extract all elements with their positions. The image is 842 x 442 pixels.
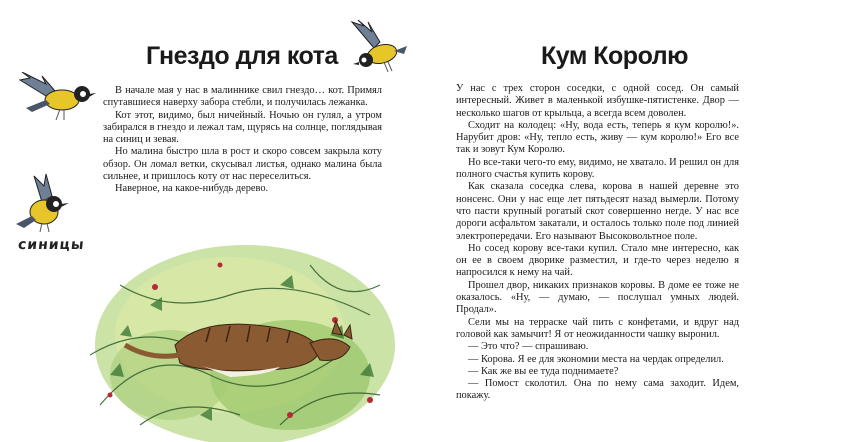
paragraph: У нас с трех сторон соседки, с одной сосед. Он самый интересный. Живет в маленькой избушке-пятистенке. Двор — несколько шагов от крыльца, а всегда всем доволен.: [456, 83, 739, 119]
paragraph: Как сказала соседка слева, корова в нашей деревне это нонсенс. Они у нас еще лет пятьдесят назад вымерли. Потому что пасти крупный рогатый скот совершенно негде. У нас все дороги асфальтом закатали, и осталось только поле под линией электропередачи. Его называют Высоковольтное поле.: [456, 181, 739, 242]
paragraph: Сели мы на терраске чай пить с конфетами, и вдруг над головой как замычит! Я от неожиданности чашку выронил.: [456, 316, 739, 340]
chapter-body: [103, 85, 382, 196]
paragraph: Прошел двор, никаких признаков коровы. В доме ее тоже не оказалось. «Ну, — думаю, — послушал умных людей. Продал».: [456, 279, 739, 316]
flying-tit-bird-illustration: [16, 72, 100, 122]
paragraph: Наверное, на какое-нибудь дерево.: [115, 183, 269, 195]
paragraph: Но все-таки чего-то ему, видимо, не хватало. И решил он для полного счастья купить корову.: [456, 156, 739, 181]
paragraph: Кот этот, видимо, был ничейный. Ночью он гулял, а утром забирался в гнездо и лежал там, щурясь на солнце, поглядывая на синиц и зевая.: [103, 109, 382, 146]
dialogue-line: — Это что? — спрашиваю.: [468, 341, 589, 353]
chapter-body: [456, 83, 739, 403]
dialogue-line: — Помост сколотил. Она по нему сама заходит. Идем, покажу.: [456, 378, 739, 402]
right-page: [421, 0, 842, 442]
cat-in-raspberry-nest-illustration: [80, 225, 400, 442]
chapter-title: Гнездо для кота: [146, 42, 338, 70]
paragraph: Но малина быстро шла в рост и скоро совсем закрыла коту обзор. Он ломал ветки, скусывал листья, однако малина была сильнее, и пришлось коту от нас переселиться.: [103, 146, 382, 183]
perched-tit-bird-illustration: [14, 172, 76, 234]
paragraph: Но сосед корову все-таки купил. Стало мне интересно, как он ее в своем дворике разместил, и где-то через неделю я напросился к нему на чай.: [456, 242, 739, 279]
illustration-caption: синицы: [17, 237, 86, 253]
paragraph: Сходит на колодец: «Ну, вода есть, теперь я кум королю!». Нарубит дров: «Ну, тепло есть, живу — кум королю!» Его все так и зовут Кум Королю.: [456, 119, 739, 156]
paragraph: В начале мая у нас в малиннике свил гнездо… кот. Примял спутавшиеся наверху забора стебли, и получилась лежанка.: [103, 85, 382, 109]
dialogue-line: — Корова. Я ее для экономии места на чердак определил.: [468, 353, 724, 365]
dialogue-line: — Как же вы ее туда поднимаете?: [468, 365, 619, 377]
chapter-title: Кум Королю: [541, 42, 688, 70]
flying-tit-bird-illustration: [344, 18, 408, 76]
